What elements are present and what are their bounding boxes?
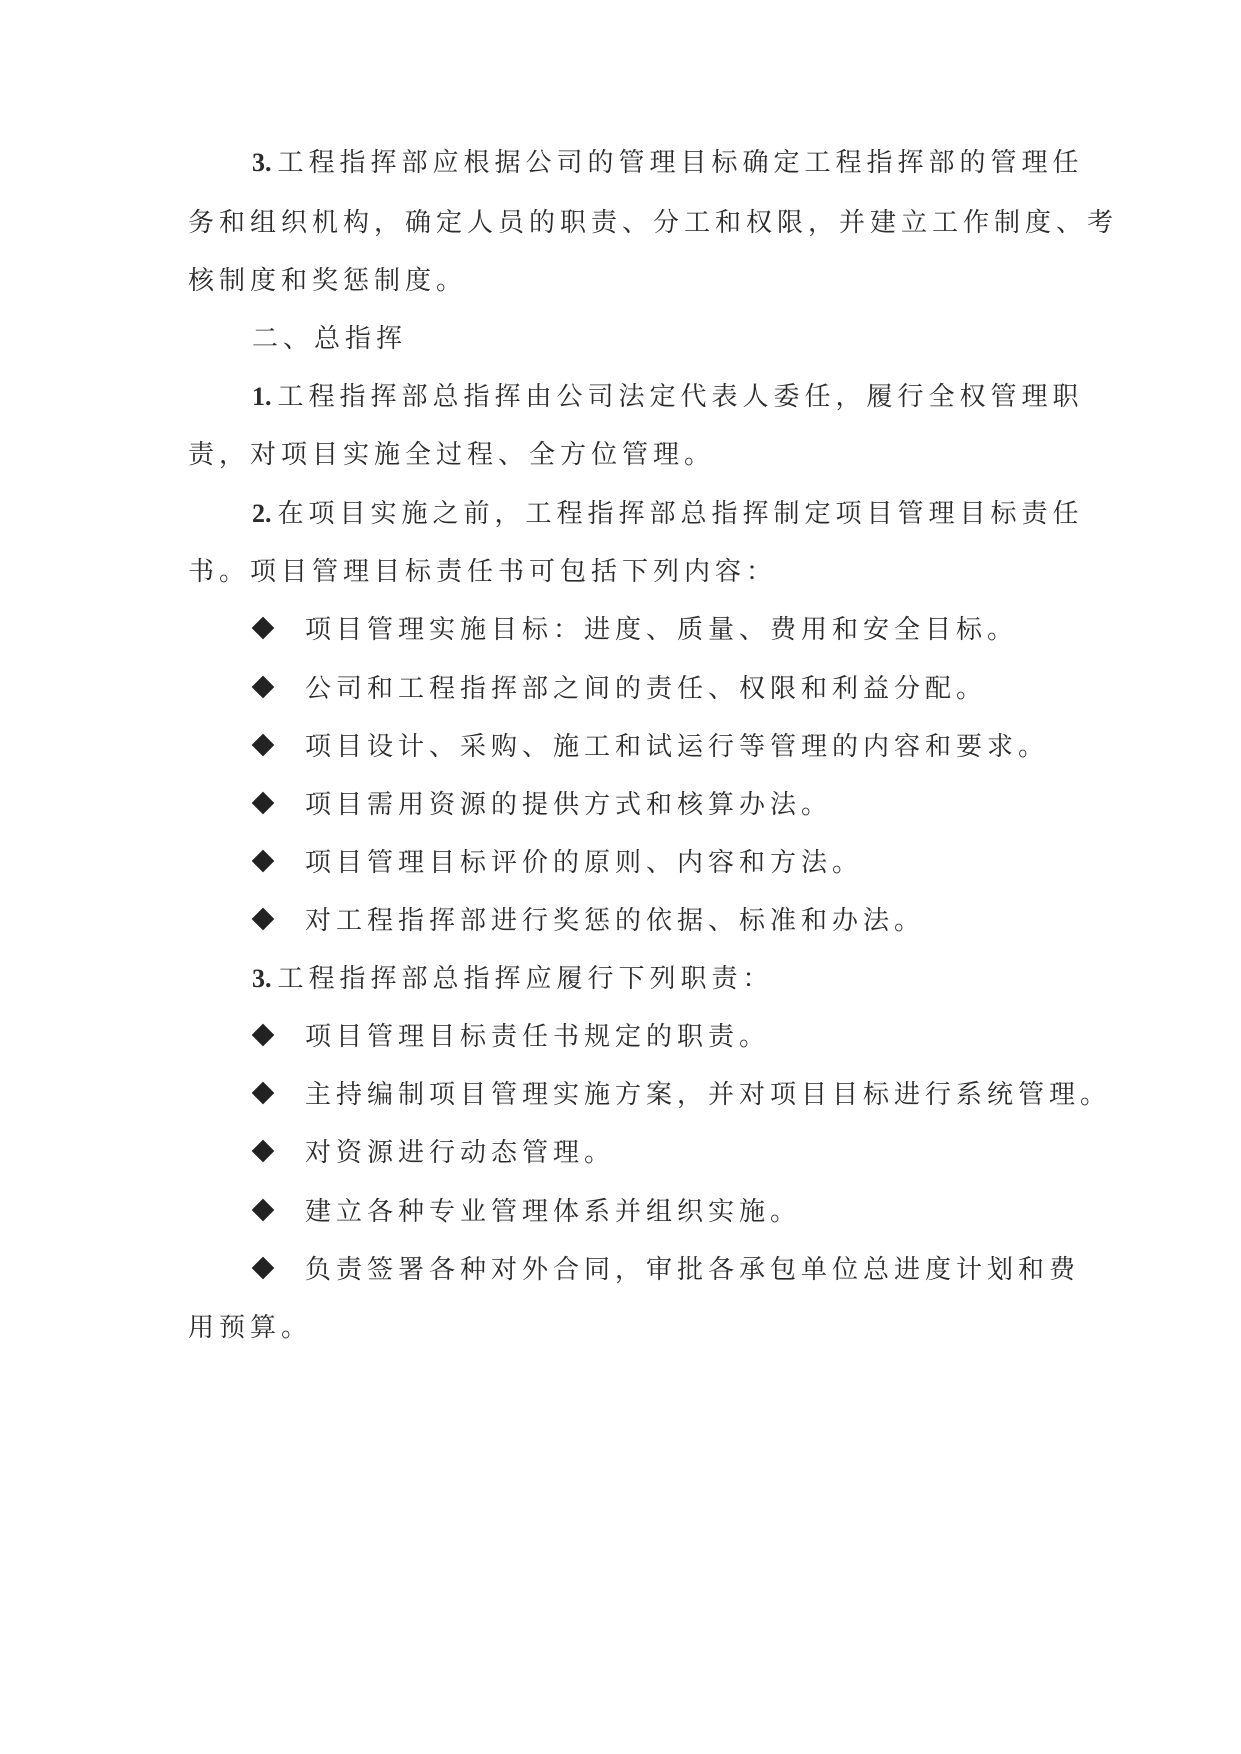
list-item-text: 项目管理目标评价的原则、内容和方法。 — [305, 848, 864, 878]
paragraph-line — [252, 961, 774, 997]
list-item — [255, 903, 925, 939]
item-number: 3. — [252, 148, 272, 177]
paragraph-text: 书。项目管理目标责任书可包括下列内容： — [188, 557, 778, 587]
paragraph-text: 工程指挥部应根据公司的管理目标确定工程指挥部的管理任 — [277, 148, 1084, 178]
diamond-bullet-icon — [252, 1024, 275, 1047]
diamond-bullet-icon — [252, 792, 275, 815]
list-item-text: 项目管理目标责任书规定的职责。 — [305, 1022, 771, 1052]
list-item — [255, 1077, 1111, 1113]
list-item-text: 项目需用资源的提供方式和核算办法。 — [305, 790, 833, 820]
list-item — [255, 671, 987, 707]
list-item-text: 建立各种专业管理体系并组织实施。 — [305, 1197, 802, 1227]
item-number: 3. — [252, 964, 272, 993]
paragraph-text: 务和组织机构，确定人员的职责、分工和权限，并建立工作制度、考 — [188, 208, 1119, 238]
list-item — [255, 729, 1049, 765]
list-item — [255, 787, 832, 823]
paragraph-text: 在项目实施之前，工程指挥部总指挥制定项目管理目标责任 — [277, 499, 1084, 529]
list-item-text: 负责签署各种对外合同，审批各承包单位总进度计划和费 — [305, 1255, 1081, 1285]
paragraph-line — [188, 205, 1118, 241]
paragraph-line — [188, 263, 467, 299]
diamond-bullet-icon — [252, 1140, 275, 1163]
paragraph-line — [188, 1310, 312, 1346]
list-item-text-continued: 用预算。 — [188, 1313, 313, 1343]
list-item — [255, 845, 863, 881]
paragraph-line — [188, 437, 715, 473]
list-item-text: 对资源进行动态管理。 — [305, 1138, 616, 1168]
list-item — [255, 1252, 1080, 1288]
section-heading-text: 二、总指挥 — [252, 324, 408, 354]
list-item-text: 对工程指挥部进行奖惩的依据、标准和办法。 — [305, 906, 926, 936]
section-heading — [252, 321, 407, 357]
list-item — [255, 612, 1018, 648]
paragraph-text: 责，对项目实施全过程、全方位管理。 — [188, 440, 716, 470]
paragraph-line — [188, 554, 777, 590]
paragraph-text: 工程指挥部总指挥应履行下列职责： — [277, 964, 774, 994]
list-item — [255, 1194, 801, 1230]
paragraph-text: 核制度和奖惩制度。 — [188, 266, 468, 296]
diamond-bullet-icon — [252, 1257, 275, 1280]
diamond-bullet-icon — [252, 734, 275, 757]
list-item-text: 主持编制项目管理实施方案，并对项目目标进行系统管理。 — [305, 1080, 1112, 1110]
paragraph-text: 工程指挥部总指挥由公司法定代表人委任，履行全权管理职 — [277, 382, 1084, 412]
diamond-bullet-icon — [252, 676, 275, 699]
diamond-bullet-icon — [252, 1199, 275, 1222]
list-item-text: 公司和工程指挥部之间的责任、权限和利益分配。 — [305, 674, 988, 704]
diamond-bullet-icon — [252, 908, 275, 931]
paragraph-line — [252, 379, 1084, 415]
list-item — [255, 1135, 615, 1171]
paragraph-line — [252, 145, 1084, 181]
item-number: 1. — [252, 382, 272, 411]
list-item — [255, 1019, 770, 1055]
list-item-text: 项目设计、采购、施工和试运行等管理的内容和要求。 — [305, 732, 1050, 762]
diamond-bullet-icon — [252, 1082, 275, 1105]
item-number: 2. — [252, 499, 272, 528]
diamond-bullet-icon — [252, 617, 275, 640]
paragraph-line — [252, 496, 1084, 532]
diamond-bullet-icon — [252, 850, 275, 873]
list-item-text: 项目管理实施目标：进度、质量、费用和安全目标。 — [305, 615, 1019, 645]
